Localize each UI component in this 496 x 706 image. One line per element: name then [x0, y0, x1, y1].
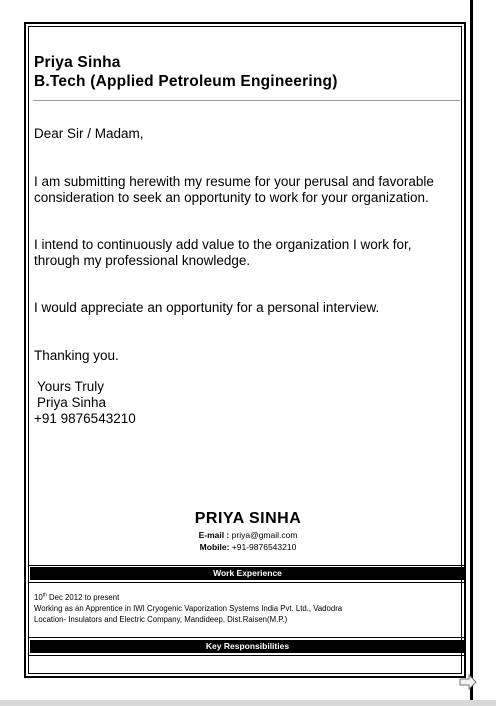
resume-email: [0, 530, 496, 540]
section-rule-bottom-2: [28, 655, 466, 656]
email-value: priya@gmail.com: [231, 530, 298, 540]
paragraph-3: I would appreciate an opportunity for a personal interview.: [34, 300, 380, 315]
paragraph-1-line-1: I am submitting herewith my resume for your perusal and favorable: [34, 174, 434, 189]
mobile-label: Mobile:: [199, 542, 230, 552]
paragraph-2-line-2: through my professional knowledge.: [34, 253, 251, 268]
section-rule-top: [28, 565, 466, 566]
resume-mobile: [0, 542, 496, 552]
window-bottom-edge: [0, 700, 496, 706]
signature-phone: +91 9876543210: [34, 411, 136, 426]
email-label: E-mail :: [198, 530, 230, 540]
header-divider: [33, 100, 460, 101]
header-name: Priya Sinha: [34, 54, 121, 71]
sign-off: Yours Truly: [37, 379, 105, 394]
work-line-2: Working as an Apprentice in IWI Cryogenic Vaporization Systems India Pvt. Ltd., Vadodra: [34, 604, 343, 613]
section-rule-bottom: [28, 582, 466, 583]
closing: Thanking you.: [34, 348, 119, 363]
section-rule-top-2: [28, 637, 466, 638]
header-degree: B.Tech (Applied Petroleum Engineering): [34, 73, 338, 90]
work-date-suffix: th: [42, 592, 47, 599]
work-line-3: Location- Insulators and Electric Company, Mandideep, Dist.Raisen(M.P.): [34, 615, 288, 624]
work-date-rest: Dec 2012 to present: [46, 593, 120, 602]
paragraph-2-line-1: I intend to continuously add value to the organization I work for,: [34, 237, 412, 252]
section-header-key-responsibilities: Key Responsibilities: [30, 640, 465, 653]
resume-name: PRIYA SINHA: [194, 510, 302, 527]
right-margin-rule: [470, 0, 473, 700]
paragraph-1-line-2: consideration to seek an opportunity to work for your organization.: [34, 190, 429, 205]
work-date-day: 10: [34, 593, 43, 602]
section-header-work-experience: Work Experience: [30, 567, 465, 580]
signature-name: Priya Sinha: [37, 395, 107, 410]
mobile-value: +91-9876543210: [231, 542, 297, 552]
salutation: Dear Sir / Madam,: [34, 126, 144, 141]
work-date: [34, 592, 119, 603]
next-page-arrow-icon[interactable]: [458, 674, 478, 690]
